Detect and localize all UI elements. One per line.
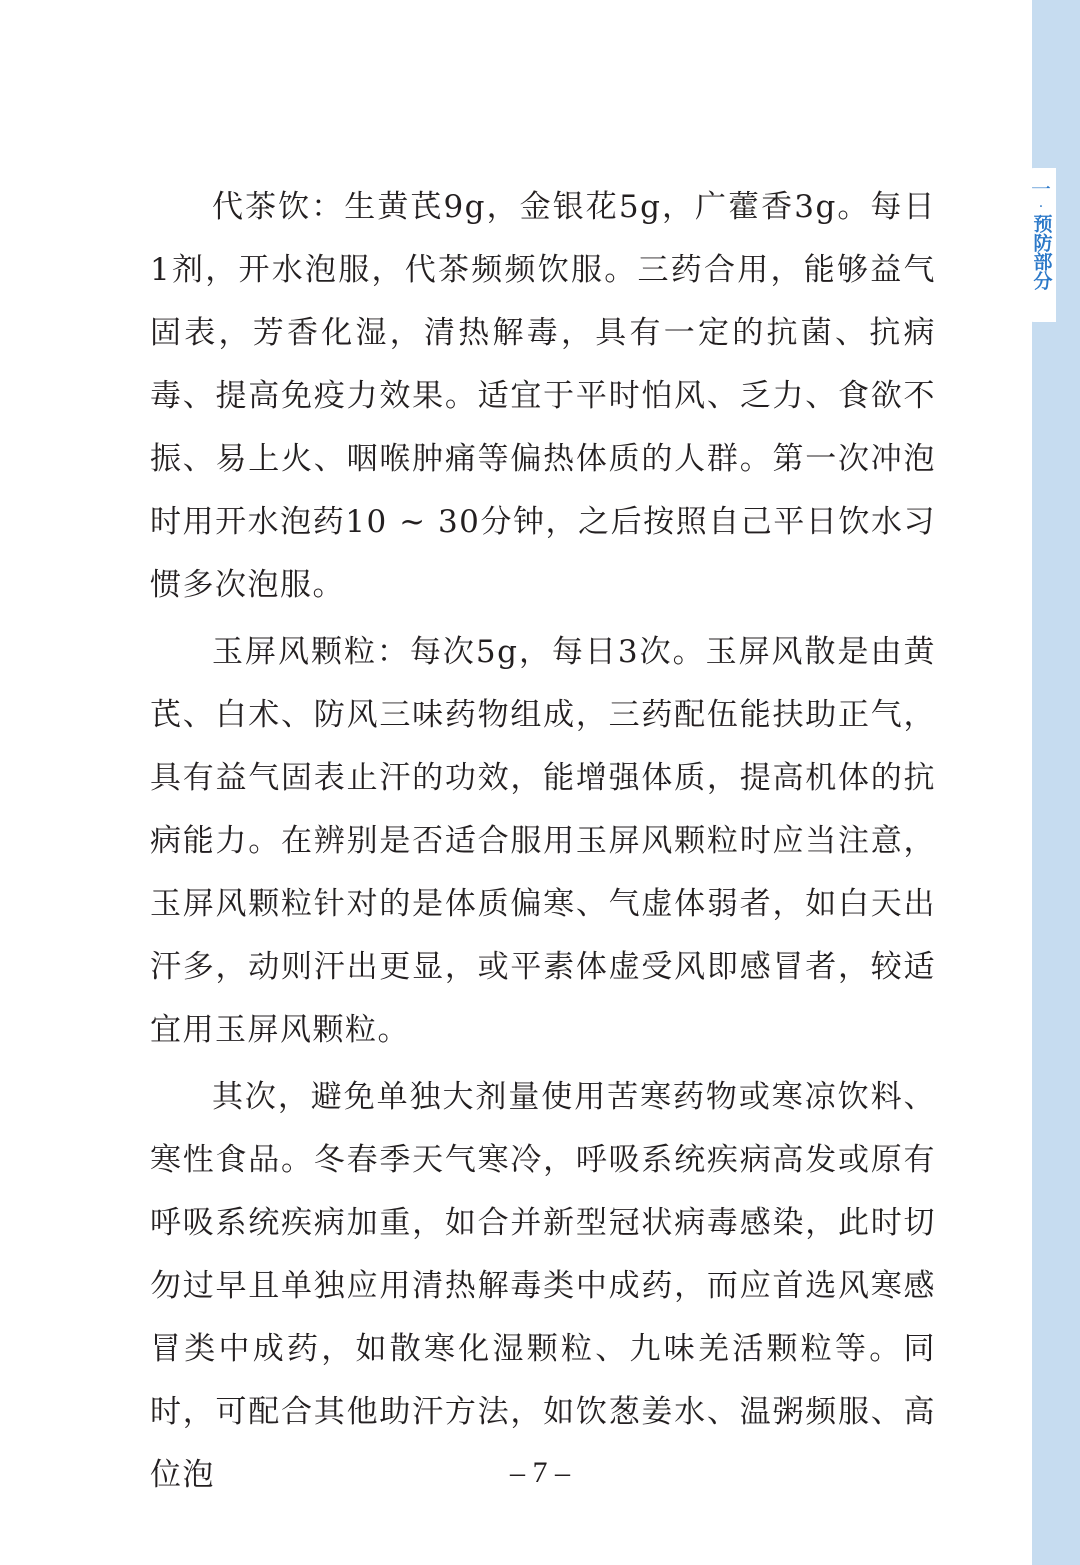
- section-tab-number: 一: [1031, 177, 1051, 201]
- section-tab-label: 预防部分: [1030, 214, 1053, 290]
- body-text: [150, 176, 936, 1507]
- page-number: – 7 –: [510, 1456, 570, 1489]
- section-tab: [1026, 168, 1056, 322]
- paragraph-tea-drink: 代茶饮：生黄芪9g，金银花5g，广藿香3g。每日1剂，开水泡服，代茶频频饮服。三药合用，能够益气固表，芳香化湿，清热解毒，具有一定的抗菌、抗病毒、提高免疫力效果。适宜于平时怕风、乏力、食欲不振、易上火、咽喉肿痛等偏热体质的人群。第一次冲泡时用开水泡药10 ~ 30分钟，之后按照自己平日饮水习惯多次泡服。: [150, 189, 936, 603]
- paragraph-avoid-cold-medicine: 其次，避免单独大剂量使用苦寒药物或寒凉饮料、寒性食品。冬春季天气寒冷，呼吸系统疾病高发或原有呼吸系统疾病加重，如合并新型冠状病毒感染，此时切勿过早且单独应用清热解毒类中成药，而应首选风寒感冒类中成药，如散寒化湿颗粒、九味羌活颗粒等。同时，可配合其他助汗方法，如饮葱姜水、温粥频服、高位泡: [150, 1079, 936, 1493]
- section-tab-separator: ·: [1038, 199, 1044, 215]
- paragraph-yupingfeng: 玉屏风颗粒：每次5g，每日3次。玉屏风散是由黄芪、白术、防风三味药物组成，三药配伍能扶助正气，具有益气固表止汗的功效，能增强体质，提高机体的抗病能力。在辨别是否适合服用玉屏风颗粒时应当注意，玉屏风颗粒针对的是体质偏寒、气虚体弱者，如白天出汗多，动则汗出更显，或平素体虚受风即感冒者，较适宜用玉屏风颗粒。: [150, 634, 936, 1048]
